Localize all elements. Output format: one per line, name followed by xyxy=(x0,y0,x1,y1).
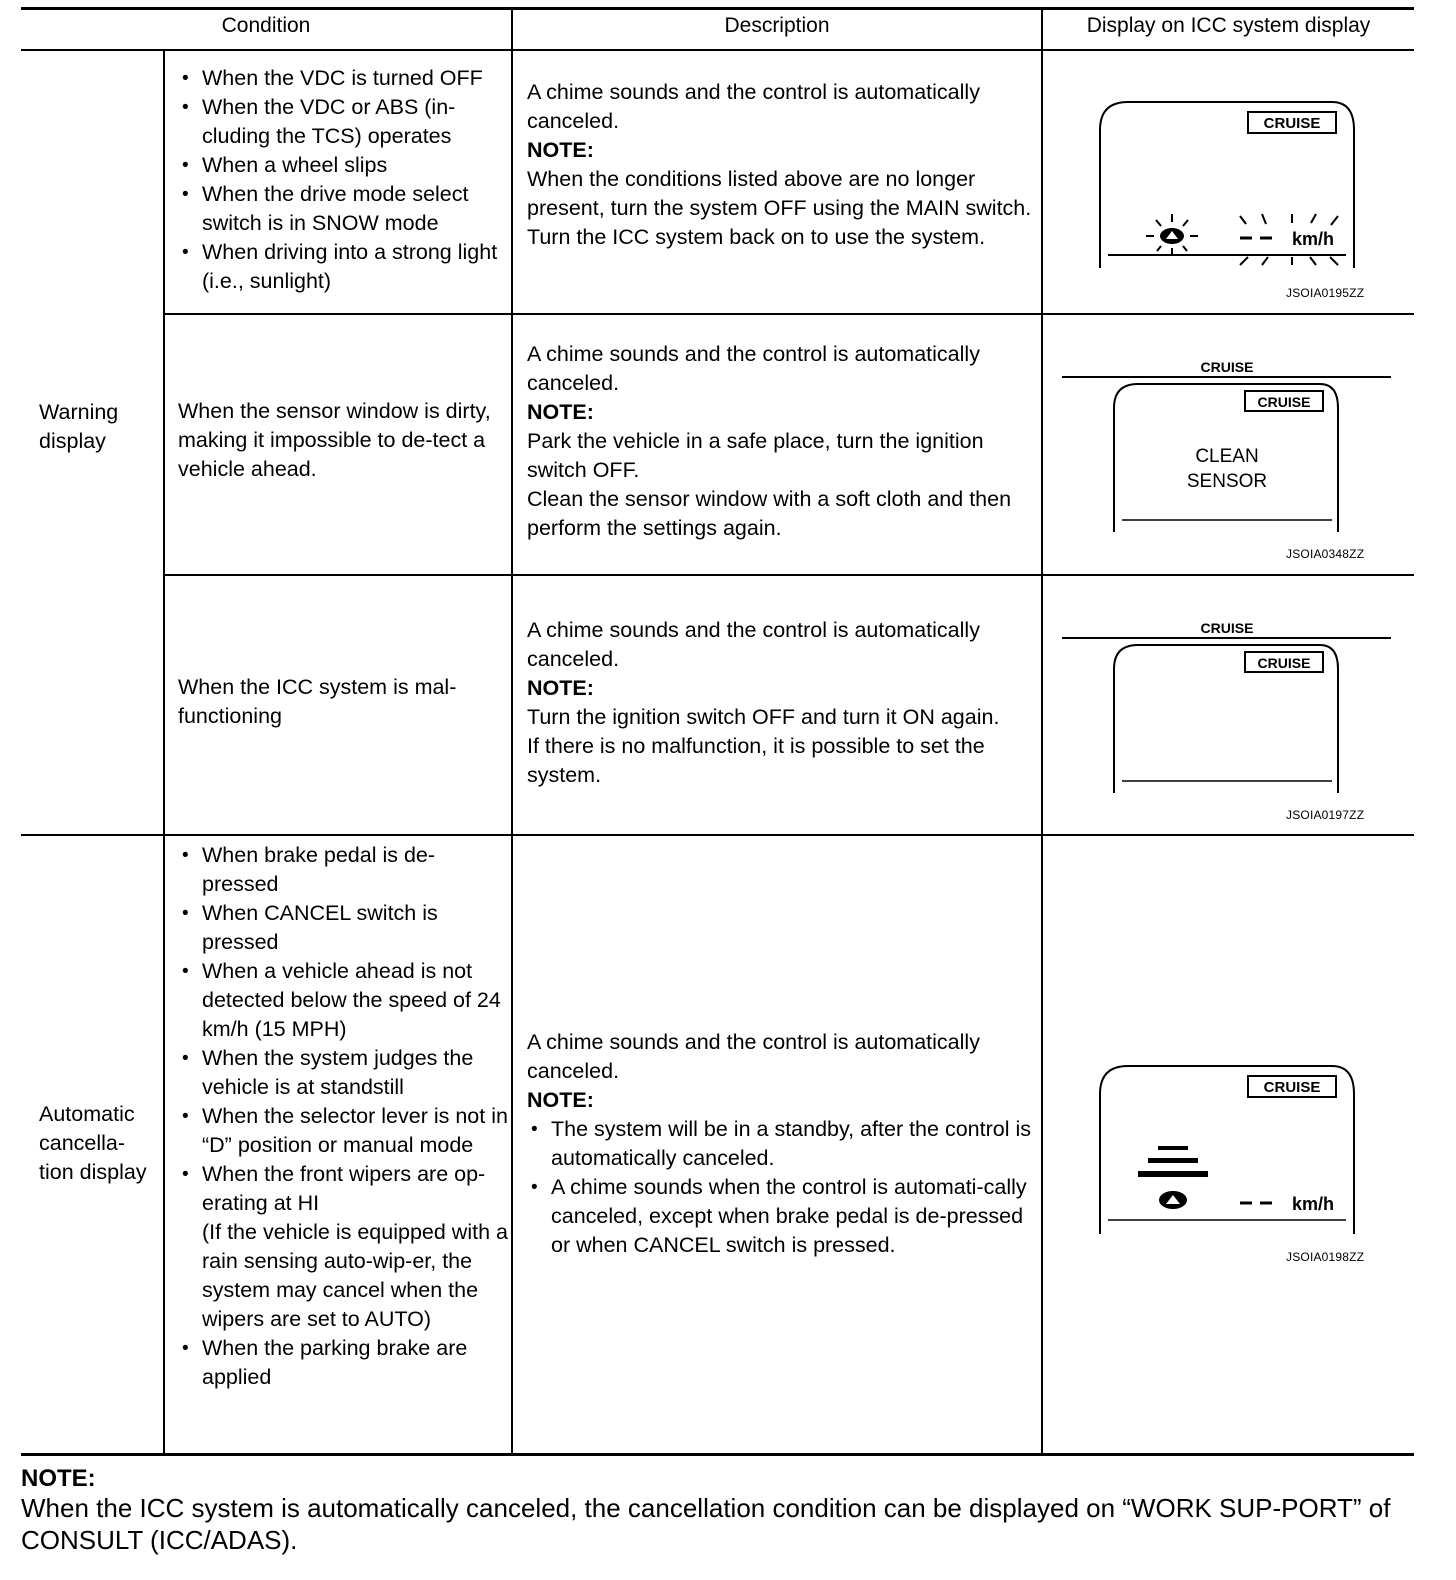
row3-condition: When the ICC system is mal-functioning xyxy=(178,675,457,728)
table-top-border xyxy=(21,7,1414,10)
row2-description: A chime sounds and the control is automatically canceled. NOTE: Park the vehicle in a safe place, turn the ignition switch OFF. Clean the sensor window with a soft cloth and then perform the settings again. xyxy=(527,342,1012,540)
condition-item: • When driving into a strong light (i.e., sunlight) xyxy=(178,238,508,296)
group-label-cancel: Automatic cancella- tion display xyxy=(39,1102,147,1184)
condition-item: • When a wheel slips xyxy=(178,151,508,180)
header-divider xyxy=(21,49,1414,51)
figure-code: JSOIA0197ZZ xyxy=(1286,808,1365,822)
sensor-message: SENSOR xyxy=(1186,471,1268,492)
clean-message: CLEAN xyxy=(1195,446,1259,467)
cruise-indicator-label: CRUISE xyxy=(1257,655,1311,671)
cruise-indicator-label: CRUISE xyxy=(1263,115,1321,132)
speed-unit-label: km/h xyxy=(1292,1194,1335,1214)
cruise-top-label: CRUISE xyxy=(1200,359,1254,375)
icc-display-figure xyxy=(1090,1062,1370,1240)
figure-code: JSOIA0198ZZ xyxy=(1286,1250,1365,1264)
condition-item: • When the front wipers are op-erating at HI (If the vehicle is equipped with a rain sensing auto-wip-er, the system may cancel when the wipers are set to AUTO) xyxy=(178,1160,508,1334)
row4-note-list xyxy=(527,1115,1033,1260)
row4-description: A chime sounds and the control is automatically canceled. NOTE: • The system will be in a standby, after the control is automatically canceled. • A chime sounds when the control is automati-cally canceled, except when brake pedal is de-pressed or when CANCEL switch is pressed. xyxy=(527,1028,1033,1260)
condition-item: • When a vehicle ahead is not detected below the speed of 24 km/h (15 MPH) xyxy=(178,957,508,1044)
note-item: • A chime sounds when the control is automati-cally canceled, except when brake pedal is de-pressed or when CANCEL switch is pressed. xyxy=(527,1173,1033,1260)
set-distance-bars-icon xyxy=(1138,1146,1208,1177)
icc-display-figure xyxy=(1058,613,1398,798)
group-label-warning: Warning display xyxy=(39,400,119,453)
figure-code: JSOIA0195ZZ xyxy=(1286,286,1365,300)
icc-display-figure xyxy=(1090,98,1370,276)
row1-conditions xyxy=(178,64,508,296)
row-divider xyxy=(164,574,1414,576)
condition-item: • When the VDC or ABS (in-cluding the TCS) operates xyxy=(178,93,508,151)
header-condition: Condition xyxy=(221,14,311,37)
row-divider xyxy=(164,313,1414,315)
row3-description: A chime sounds and the control is automatically canceled. NOTE: Turn the ignition switch OFF and turn it ON again. If there is no malfunction, it is possible to set the system. xyxy=(527,618,1000,787)
column-divider xyxy=(1041,8,1043,1454)
cruise-indicator-label: CRUISE xyxy=(1257,394,1311,410)
row2-condition: When the sensor window is dirty, making it impossible to de-tect a vehicle ahead. xyxy=(178,399,491,481)
speed-unit-label: km/h xyxy=(1292,229,1335,249)
condition-item: • When brake pedal is de-pressed xyxy=(178,841,508,899)
group-divider xyxy=(21,834,1414,836)
condition-subnote: (If the vehicle is equipped with a rain sensing auto-wip-er, the system may cancel when the wipers are set to AUTO) xyxy=(202,1220,508,1331)
condition-item: • When the system judges the vehicle is at standstill xyxy=(178,1044,508,1102)
condition-item: • When CANCEL switch is pressed xyxy=(178,899,508,957)
footnote-title: NOTE: xyxy=(21,1465,96,1492)
header-description: Description xyxy=(724,14,830,37)
footnote-body: When the ICC system is automatically canceled, the cancellation condition can be displayed on “WORK SUP-PORT” of CONSULT (ICC/ADAS). xyxy=(21,1493,1391,1555)
table-bottom-border xyxy=(21,1453,1414,1456)
column-divider xyxy=(511,8,513,1454)
condition-item: • When the VDC is turned OFF xyxy=(178,64,508,93)
header-display: Display on ICC system display xyxy=(1086,14,1371,37)
row1-description: A chime sounds and the control is automatically canceled. NOTE: When the conditions listed above are no longer present, turn the system OFF using the MAIN switch. Turn the ICC system back on to use the system. xyxy=(527,80,1032,249)
vehicle-ahead-icon xyxy=(1159,1191,1187,1209)
cruise-indicator-label: CRUISE xyxy=(1263,1079,1321,1096)
note-item: • The system will be in a standby, after the control is automatically canceled. xyxy=(527,1115,1033,1173)
cruise-top-label: CRUISE xyxy=(1200,620,1254,636)
icc-display-figure xyxy=(1058,352,1398,537)
condition-item: • When the selector lever is not in “D” position or manual mode xyxy=(178,1102,508,1160)
column-divider xyxy=(163,50,165,1454)
figure-code: JSOIA0348ZZ xyxy=(1286,547,1365,561)
condition-item: • When the drive mode select switch is in SNOW mode xyxy=(178,180,508,238)
row4-conditions xyxy=(178,841,508,1392)
vehicle-ahead-flashing-icon xyxy=(1146,214,1198,254)
condition-item: • When the parking brake are applied xyxy=(178,1334,508,1392)
